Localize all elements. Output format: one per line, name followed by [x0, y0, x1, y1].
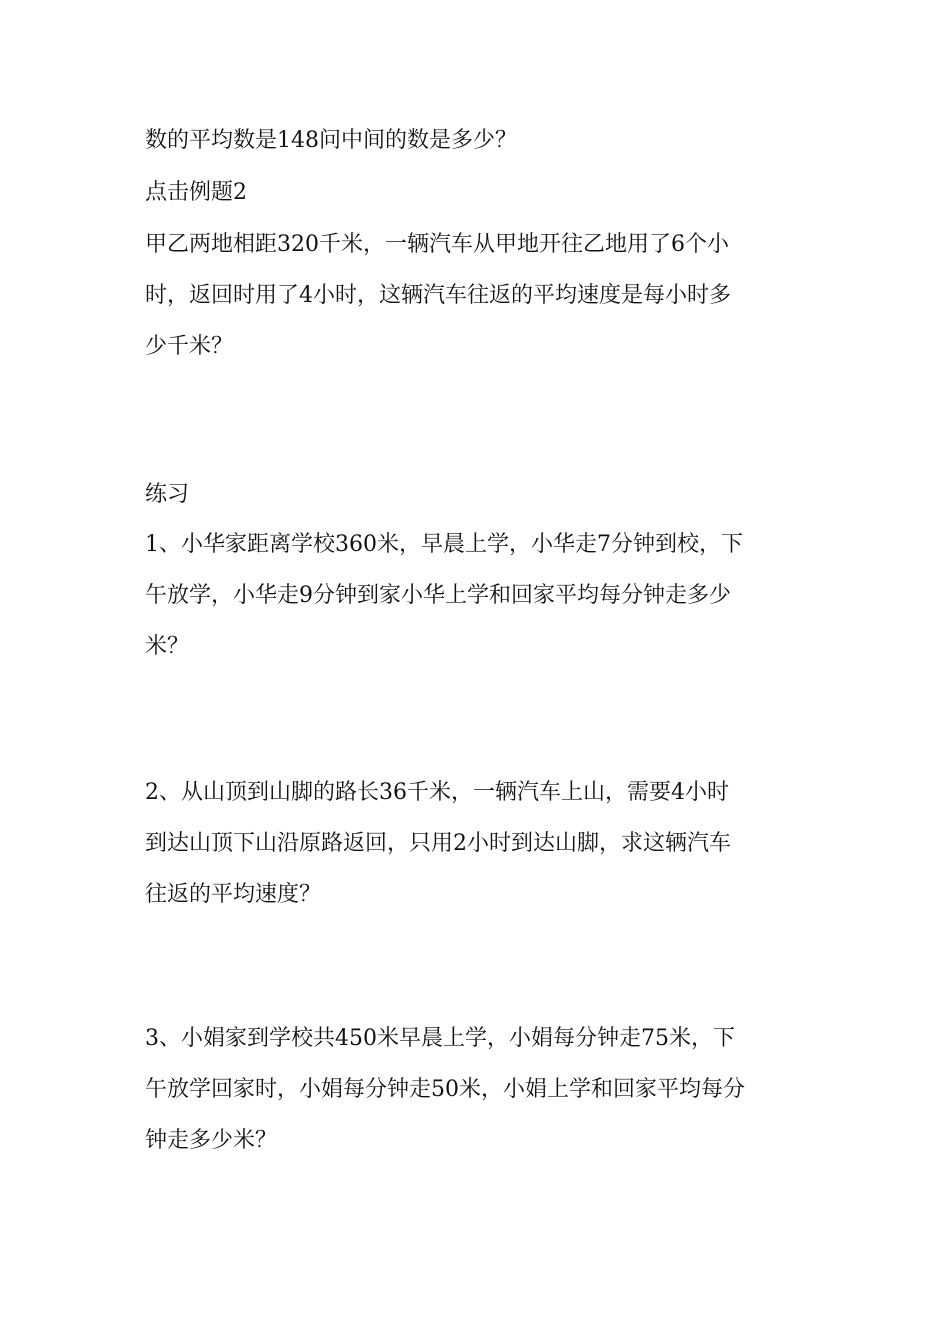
intro-line: 数的平均数是148问中间的数是多少？: [145, 128, 517, 153]
exercise-3-line-3: 钟走多少米？: [145, 1128, 278, 1153]
exercise-2-line-2: 到达山顶下山沿原路返回，只用2小时到达山脚，求这辆汽车: [145, 831, 731, 856]
exercise-1-line-3: 米？: [145, 634, 190, 659]
exercise-3-line-1: 3、小娟家到学校共450米早晨上学，小娟每分钟走75米，下: [145, 1026, 735, 1051]
exercise-2-line-1: 2、从山顶到山脚的路长36千米，一辆汽车上山，需要4小时: [145, 780, 729, 805]
exercise-2-line-3: 往返的平均速度？: [145, 882, 322, 907]
exercise-3-line-2: 午放学回家时，小娟每分钟走50米，小娟上学和回家平均每分: [145, 1077, 745, 1102]
example-line-1: 甲乙两地相距320千米，一辆汽车从甲地开往乙地用了6个小: [145, 232, 729, 257]
example-line-3: 少千米？: [145, 334, 234, 359]
exercise-1-line-1: 1、小华家距离学校360米，早晨上学，小华走7分钟到校，下: [145, 532, 743, 557]
exercise-1-line-2: 午放学，小华走9分钟到家小华上学和回家平均每分钟走多少: [145, 583, 731, 608]
exercise-title: 练习: [145, 482, 190, 507]
example-line-2: 时，返回时用了4小时，这辆汽车往返的平均速度是每小时多: [145, 283, 731, 308]
example-title: 点击例题2: [145, 180, 247, 205]
